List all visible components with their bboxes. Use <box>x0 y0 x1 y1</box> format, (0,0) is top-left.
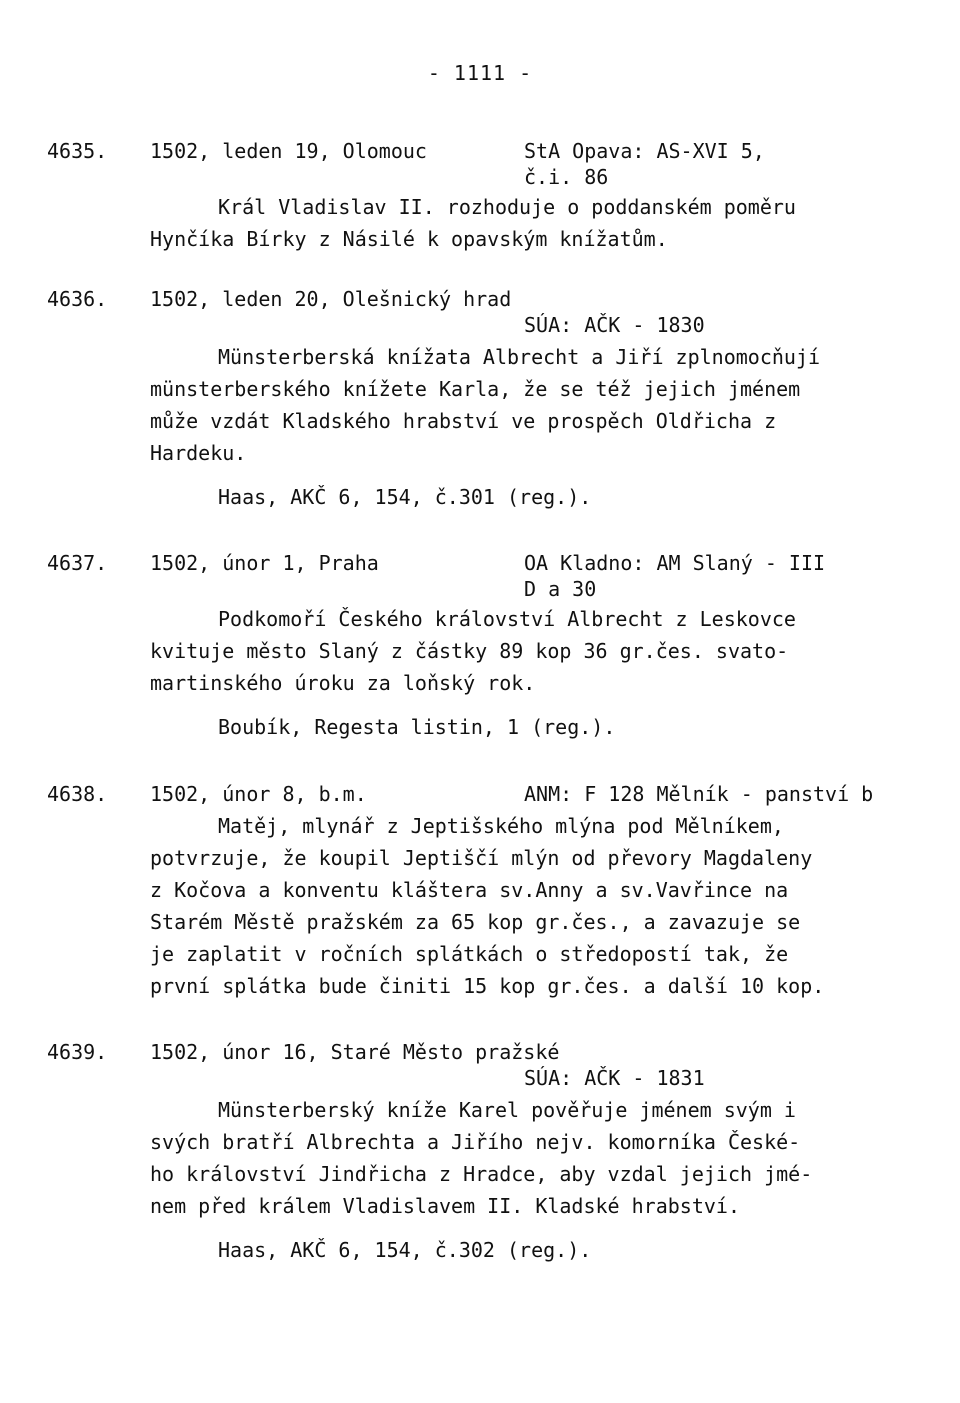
archive-ref: SÚA: AČK - 1830 <box>524 313 705 337</box>
text-line: martinského úroku za loňský rok. <box>150 671 536 695</box>
text-line: z Kočova a konventu kláštera sv.Anny a sv.Vavřince na <box>150 878 789 902</box>
text-line: ho království Jindřicha z Hradce, aby vzdal jejich jmé- <box>150 1162 813 1186</box>
archive-ref: StA Opava: AS-XVI 5, <box>524 139 765 163</box>
text-line: Podkomoří Českého království Albrecht z Leskovce <box>218 607 796 631</box>
citation: Haas, AKČ 6, 154, č.302 (reg.). <box>218 1238 592 1262</box>
archive-ref: č.i. 86 <box>524 165 609 189</box>
archive-ref: ANM: F 128 Mělník - panství b <box>524 782 874 806</box>
text-line: Matěj, mlynář z Jeptišského mlýna pod Mělníkem, <box>218 814 784 838</box>
archive-ref: OA Kladno: AM Slaný - III <box>524 551 826 575</box>
entry-number: 4638. <box>47 782 108 806</box>
entry-number: 4637. <box>47 551 108 575</box>
text-line: Münsterberský kníže Karel pověřuje jménem svým i <box>218 1098 796 1122</box>
entry-date: 1502, únor 8, b.m. <box>150 782 367 806</box>
text-line: Hynčíka Bírky z Násilé k opavským knížatům. <box>150 227 668 251</box>
archive-ref: SÚA: AČK - 1831 <box>524 1066 705 1090</box>
entry-date: 1502, únor 1, Praha <box>150 551 379 575</box>
entry-number: 4639. <box>47 1040 108 1064</box>
archive-ref: D a 30 <box>524 577 597 601</box>
entry-number: 4635. <box>47 139 108 163</box>
text-line: Hardeku. <box>150 441 247 465</box>
text-line: Král Vladislav II. rozhoduje o poddanském poměru <box>218 195 796 219</box>
text-line: kvituje město Slaný z částky 89 kop 36 gr.čes. svato- <box>150 639 789 663</box>
text-line: nem před králem Vladislavem II. Kladské hrabství. <box>150 1194 741 1218</box>
text-line: může vzdát Kladského hrabství ve prospěch Oldřicha z <box>150 409 777 433</box>
text-line: Münsterberská knížata Albrecht a Jiří zplnomocňují <box>218 345 821 369</box>
text-line: Starém Městě pražském za 65 kop gr.čes., a zavazuje se <box>150 910 801 934</box>
entry-date: 1502, leden 19, Olomouc <box>150 139 427 163</box>
entry-date: 1502, leden 20, Olešnický hrad <box>150 287 512 311</box>
text-line: je zaplatit v ročních splátkách o středopostí tak, že <box>150 942 789 966</box>
entry-date: 1502, únor 16, Staré Město pražské <box>150 1040 560 1064</box>
text-line: potvrzuje, že koupil Jeptiščí mlýn od převory Magdaleny <box>150 846 813 870</box>
page-number: - 1111 - <box>427 61 533 85</box>
text-line: první splátka bude činiti 15 kop gr.čes. a další 10 kop. <box>150 974 825 998</box>
citation: Haas, AKČ 6, 154, č.301 (reg.). <box>218 485 592 509</box>
entry-number: 4636. <box>47 287 108 311</box>
text-line: münsterberského knížete Karla, že se též jejich jménem <box>150 377 801 401</box>
text-line: svých bratří Albrechta a Jiřího nejv. komorníka České- <box>150 1130 801 1154</box>
citation: Boubík, Regesta listin, 1 (reg.). <box>218 715 616 739</box>
